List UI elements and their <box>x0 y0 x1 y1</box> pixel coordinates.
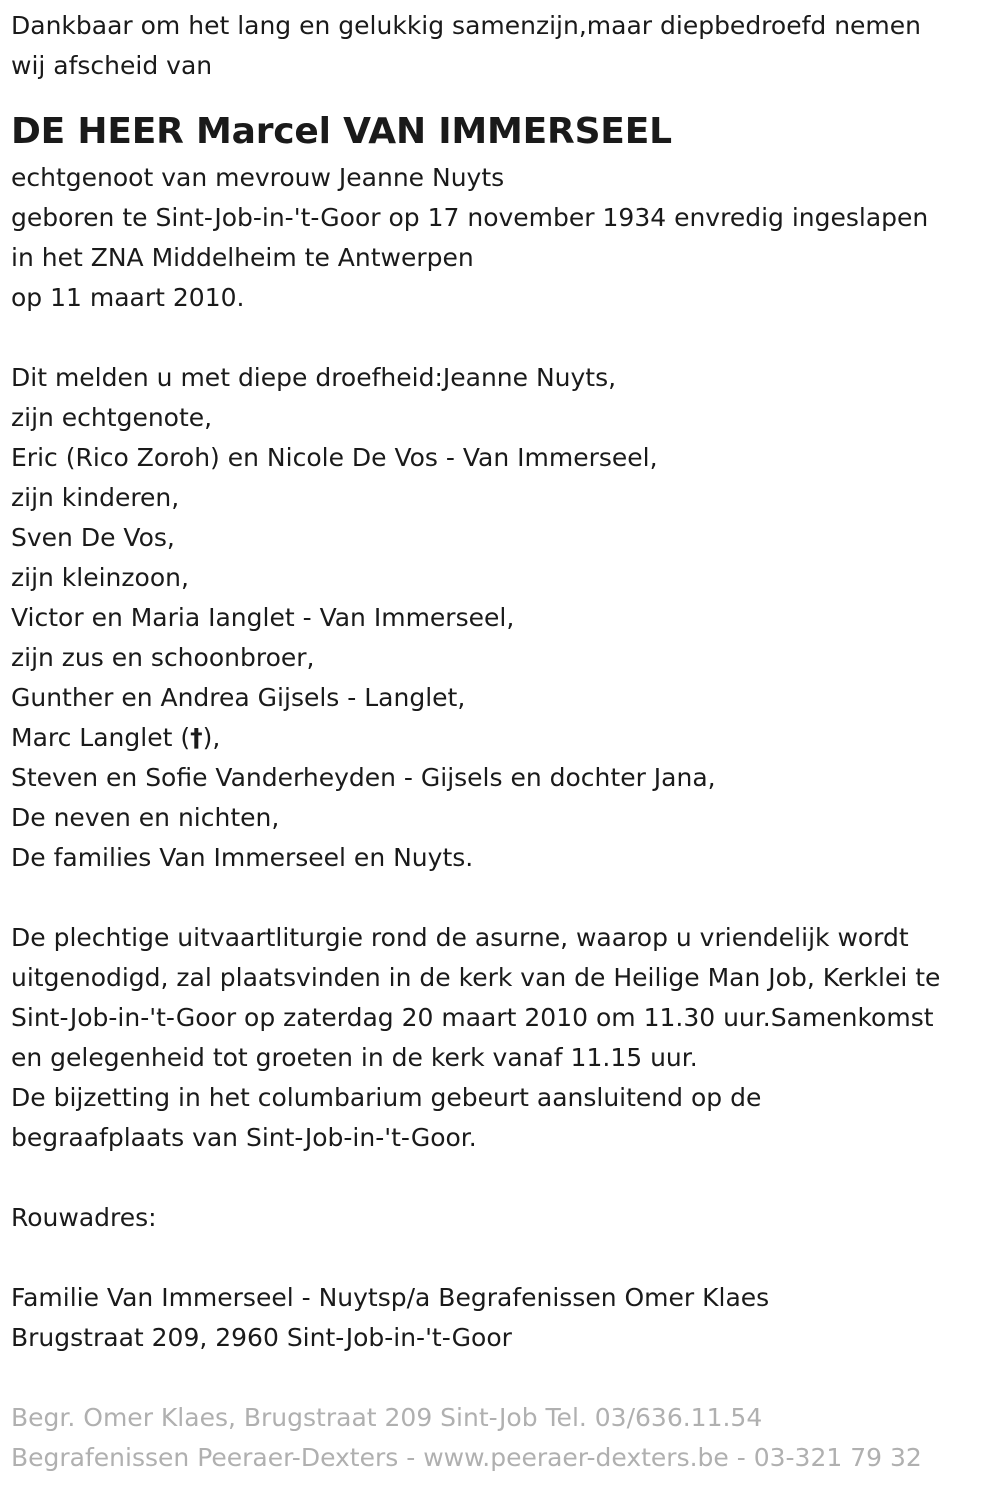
obituary-notice <box>11 0 991 1478</box>
spacer <box>11 1158 991 1198</box>
family-line: Eric (Rico Zoroh) en Nicole De Vos - Van Immerseel, <box>11 443 658 472</box>
footer-line: Begr. Omer Klaes, Brugstraat 209 Sint-Job Tel. 03/636.11.54 <box>11 1403 763 1432</box>
family-line: Dit melden u met diepe droefheid:Jeanne Nuyts, <box>11 363 617 392</box>
spacer <box>11 318 991 358</box>
ceremony-line: De bijzetting in het columbarium gebeurt aansluitend op de <box>11 1083 762 1112</box>
ceremony-info <box>11 918 991 1158</box>
spacer <box>11 1238 991 1278</box>
detail-line: in het ZNA Middelheim te Antwerpen <box>11 243 474 272</box>
mourning-address <box>11 1278 991 1358</box>
family-line: De families Van Immerseel en Nuyts. <box>11 843 474 872</box>
address-line: Brugstraat 209, 2960 Sint-Job-in-'t-Goor <box>11 1323 512 1352</box>
detail-line: echtgenoot van mevrouw Jeanne Nuyts <box>11 163 505 192</box>
family-line: zijn kleinzoon, <box>11 563 189 592</box>
family-line-marc <box>11 718 991 758</box>
footer-line: Begrafenissen Peeraer-Dexters - www.peeraer-dexters.be - 03-321 79 32 <box>11 1443 922 1472</box>
spacer <box>11 878 991 918</box>
family-list <box>11 358 991 878</box>
ceremony-line: uitgenodigd, zal plaatsvinden in de kerk van de Heilige Man Job, Kerklei te <box>11 963 941 992</box>
spacer <box>11 1358 991 1398</box>
deceased-details <box>11 158 991 318</box>
detail-line: geboren te Sint-Job-in-'t-Goor op 17 november 1934 envredig ingeslapen <box>11 203 929 232</box>
intro-text <box>11 6 991 86</box>
family-line: Sven De Vos, <box>11 523 175 552</box>
deceased-name: DE HEER Marcel VAN IMMERSEEL <box>11 111 672 152</box>
intro-line: Dankbaar om het lang en gelukkig samenzijn,maar diepbedroefd nemen <box>11 11 922 40</box>
family-line: Gunther en Andrea Gijsels - Langlet, <box>11 683 466 712</box>
ceremony-line: Sint-Job-in-'t-Goor op zaterdag 20 maart 2010 om 11.30 uur.Samenkomst <box>11 1003 934 1032</box>
family-line: De neven en nichten, <box>11 803 280 832</box>
marc-suffix: ), <box>202 723 221 752</box>
cross-icon: † <box>190 723 203 752</box>
detail-line: op 11 maart 2010. <box>11 283 245 312</box>
address-label: Rouwadres: <box>11 1203 157 1232</box>
family-line: zijn echtgenote, <box>11 403 213 432</box>
marc-name: Marc Langlet ( <box>11 723 191 752</box>
ceremony-line: De plechtige uitvaartliturgie rond de asurne, waarop u vriendelijk wordt <box>11 923 909 952</box>
address-line: Familie Van Immerseel - Nuytsp/a Begrafenissen Omer Klaes <box>11 1283 770 1312</box>
family-line: Victor en Maria Ianglet - Van Immerseel, <box>11 603 515 632</box>
family-line: zijn kinderen, <box>11 483 180 512</box>
ceremony-line: en gelegenheid tot groeten in de kerk vanaf 11.15 uur. <box>11 1043 698 1072</box>
funeral-home-footer <box>11 1398 991 1478</box>
ceremony-line: begraafplaats van Sint-Job-in-'t-Goor. <box>11 1123 477 1152</box>
intro-line: wij afscheid van <box>11 51 213 80</box>
family-line: zijn zus en schoonbroer, <box>11 643 315 672</box>
family-line: Steven en Sofie Vanderheyden - Gijsels en dochter Jana, <box>11 763 716 792</box>
